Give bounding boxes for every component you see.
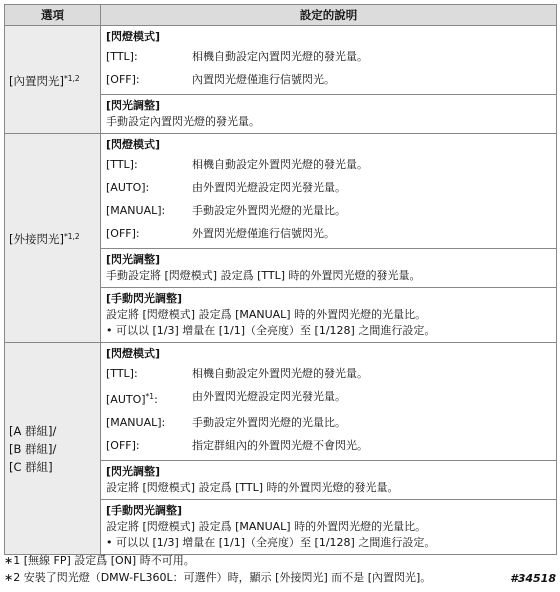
mode-value: 由外置閃光燈設定閃光發光量。 [192,181,346,194]
mode-key-text: [AUTO] [106,393,146,406]
section-heading: [閃光調整] [106,465,161,478]
mode-key [106,411,192,434]
content-wrap [4,4,556,555]
table-row [5,343,557,461]
mode-item [106,434,552,457]
description-text: 設定將 [閃燈模式] 設定爲 [TTL] 時的外置閃光燈的發光量。 [106,481,399,494]
footnote-1: ∗1 [無線 FP] 設定爲 [ON] 時不可用。 [4,554,195,567]
option-label [9,70,100,90]
mode-value: 內置閃光燈僅進行信號閃光。 [192,73,335,86]
option-label-text: [B 群組]/ [9,441,57,456]
header-description: 設定的說明 [101,5,557,26]
option-cell [5,26,101,134]
mode-key [106,434,192,457]
option-label-text: [C 群組] [9,459,53,474]
description-cell [101,134,557,249]
mode-item [106,68,552,91]
description-cell [101,249,557,288]
mode-value: 相機自動設定外置閃光燈的發光量。 [192,367,368,380]
description-cell [101,343,557,461]
header-option: 選項 [5,5,101,26]
mode-key-text: [TTL]: [106,50,138,63]
mode-key [106,385,192,411]
mode-key-text: [MANUAL]: [106,204,166,217]
footnote-ref: *1 [145,392,155,401]
mode-key-text: [OFF]: [106,73,140,86]
footnotes [4,552,431,586]
description-cell [101,288,557,343]
section-heading: [手動閃光調整] [106,504,183,517]
mode-value: 外置閃光燈僅進行信號閃光。 [192,227,335,240]
section-heading: [閃光調整] [106,253,161,266]
page-code: #34518 [510,572,556,585]
description-text: 手動設定將 [閃燈模式] 設定爲 [TTL] 時的外置閃光燈的發光量。 [106,269,421,282]
option-cell [5,343,101,555]
section-heading: [閃燈模式] [106,30,161,43]
mode-key-text: [TTL]: [106,367,138,380]
description-cell [101,26,557,95]
option-label [9,422,100,440]
mode-item [106,362,552,385]
footnote-2: ∗2 安裝了閃光燈（DMW-FL360L：可選件）時，顯示 [外接閃光] 而不是 [內置閃光]。 [4,571,432,584]
option-label-text: [內置閃光] [9,73,64,88]
mode-value: 相機自動設定內置閃光燈的發光量。 [192,50,368,63]
option-cell [5,134,101,343]
option-label-text: [A 群組]/ [9,423,57,438]
section-heading: [閃光調整] [106,99,161,112]
mode-item [106,45,552,68]
option-label [9,440,100,458]
description-text: • 可以以 [1/3] 增量在 [1/1]（全亮度）至 [1/128] 之間進行設定。 [106,536,436,549]
description-text: 手動設定內置閃光燈的發光量。 [106,115,260,128]
footnote-ref: *1,2 [63,232,80,241]
mode-key [106,153,192,176]
mode-key-text: [MANUAL]: [106,416,166,429]
description-cell [101,500,557,555]
mode-item [106,222,552,245]
description-text: 設定將 [閃燈模式] 設定爲 [MANUAL] 時的外置閃光燈的光量比。 [106,520,427,533]
description-cell [101,461,557,500]
mode-key-text: [OFF]: [106,227,140,240]
footnote-ref: *1,2 [63,73,80,83]
section-heading: [手動閃光調整] [106,292,183,305]
mode-value: 由外置閃光燈設定閃光發光量。 [192,390,346,403]
table-body [5,26,557,555]
table-row [5,26,557,95]
mode-item [106,385,552,411]
mode-item [106,176,552,199]
description-text: • 可以以 [1/3] 增量在 [1/1]（全亮度）至 [1/128] 之間進行設定。 [106,324,436,337]
section-heading: [閃燈模式] [106,138,161,151]
description-text: 設定將 [閃燈模式] 設定爲 [MANUAL] 時的外置閃光燈的光量比。 [106,308,427,321]
option-label [9,458,100,476]
mode-key [106,222,192,245]
section-heading: [閃燈模式] [106,347,161,360]
mode-key [106,199,192,222]
mode-value: 指定群組內的外置閃光燈不會閃光。 [192,439,368,452]
description-cell [101,95,557,134]
mode-item [106,411,552,434]
table-row [5,134,557,249]
mode-key-text: [AUTO]: [106,181,150,194]
mode-item [106,153,552,176]
mode-key-colon: : [154,393,158,406]
mode-key-text: [TTL]: [106,158,138,171]
option-label [9,228,100,248]
mode-value: 手動設定外置閃光燈的光量比。 [192,416,346,429]
option-label-text: [外接閃光] [9,232,64,246]
settings-table [4,4,557,555]
table-header-row [5,5,557,26]
mode-key [106,176,192,199]
mode-key [106,362,192,385]
mode-key [106,45,192,68]
mode-key [106,68,192,91]
mode-value: 相機自動設定外置閃光燈的發光量。 [192,158,368,171]
mode-item [106,199,552,222]
mode-value: 手動設定外置閃光燈的光量比。 [192,204,346,217]
mode-key-text: [OFF]: [106,439,140,452]
